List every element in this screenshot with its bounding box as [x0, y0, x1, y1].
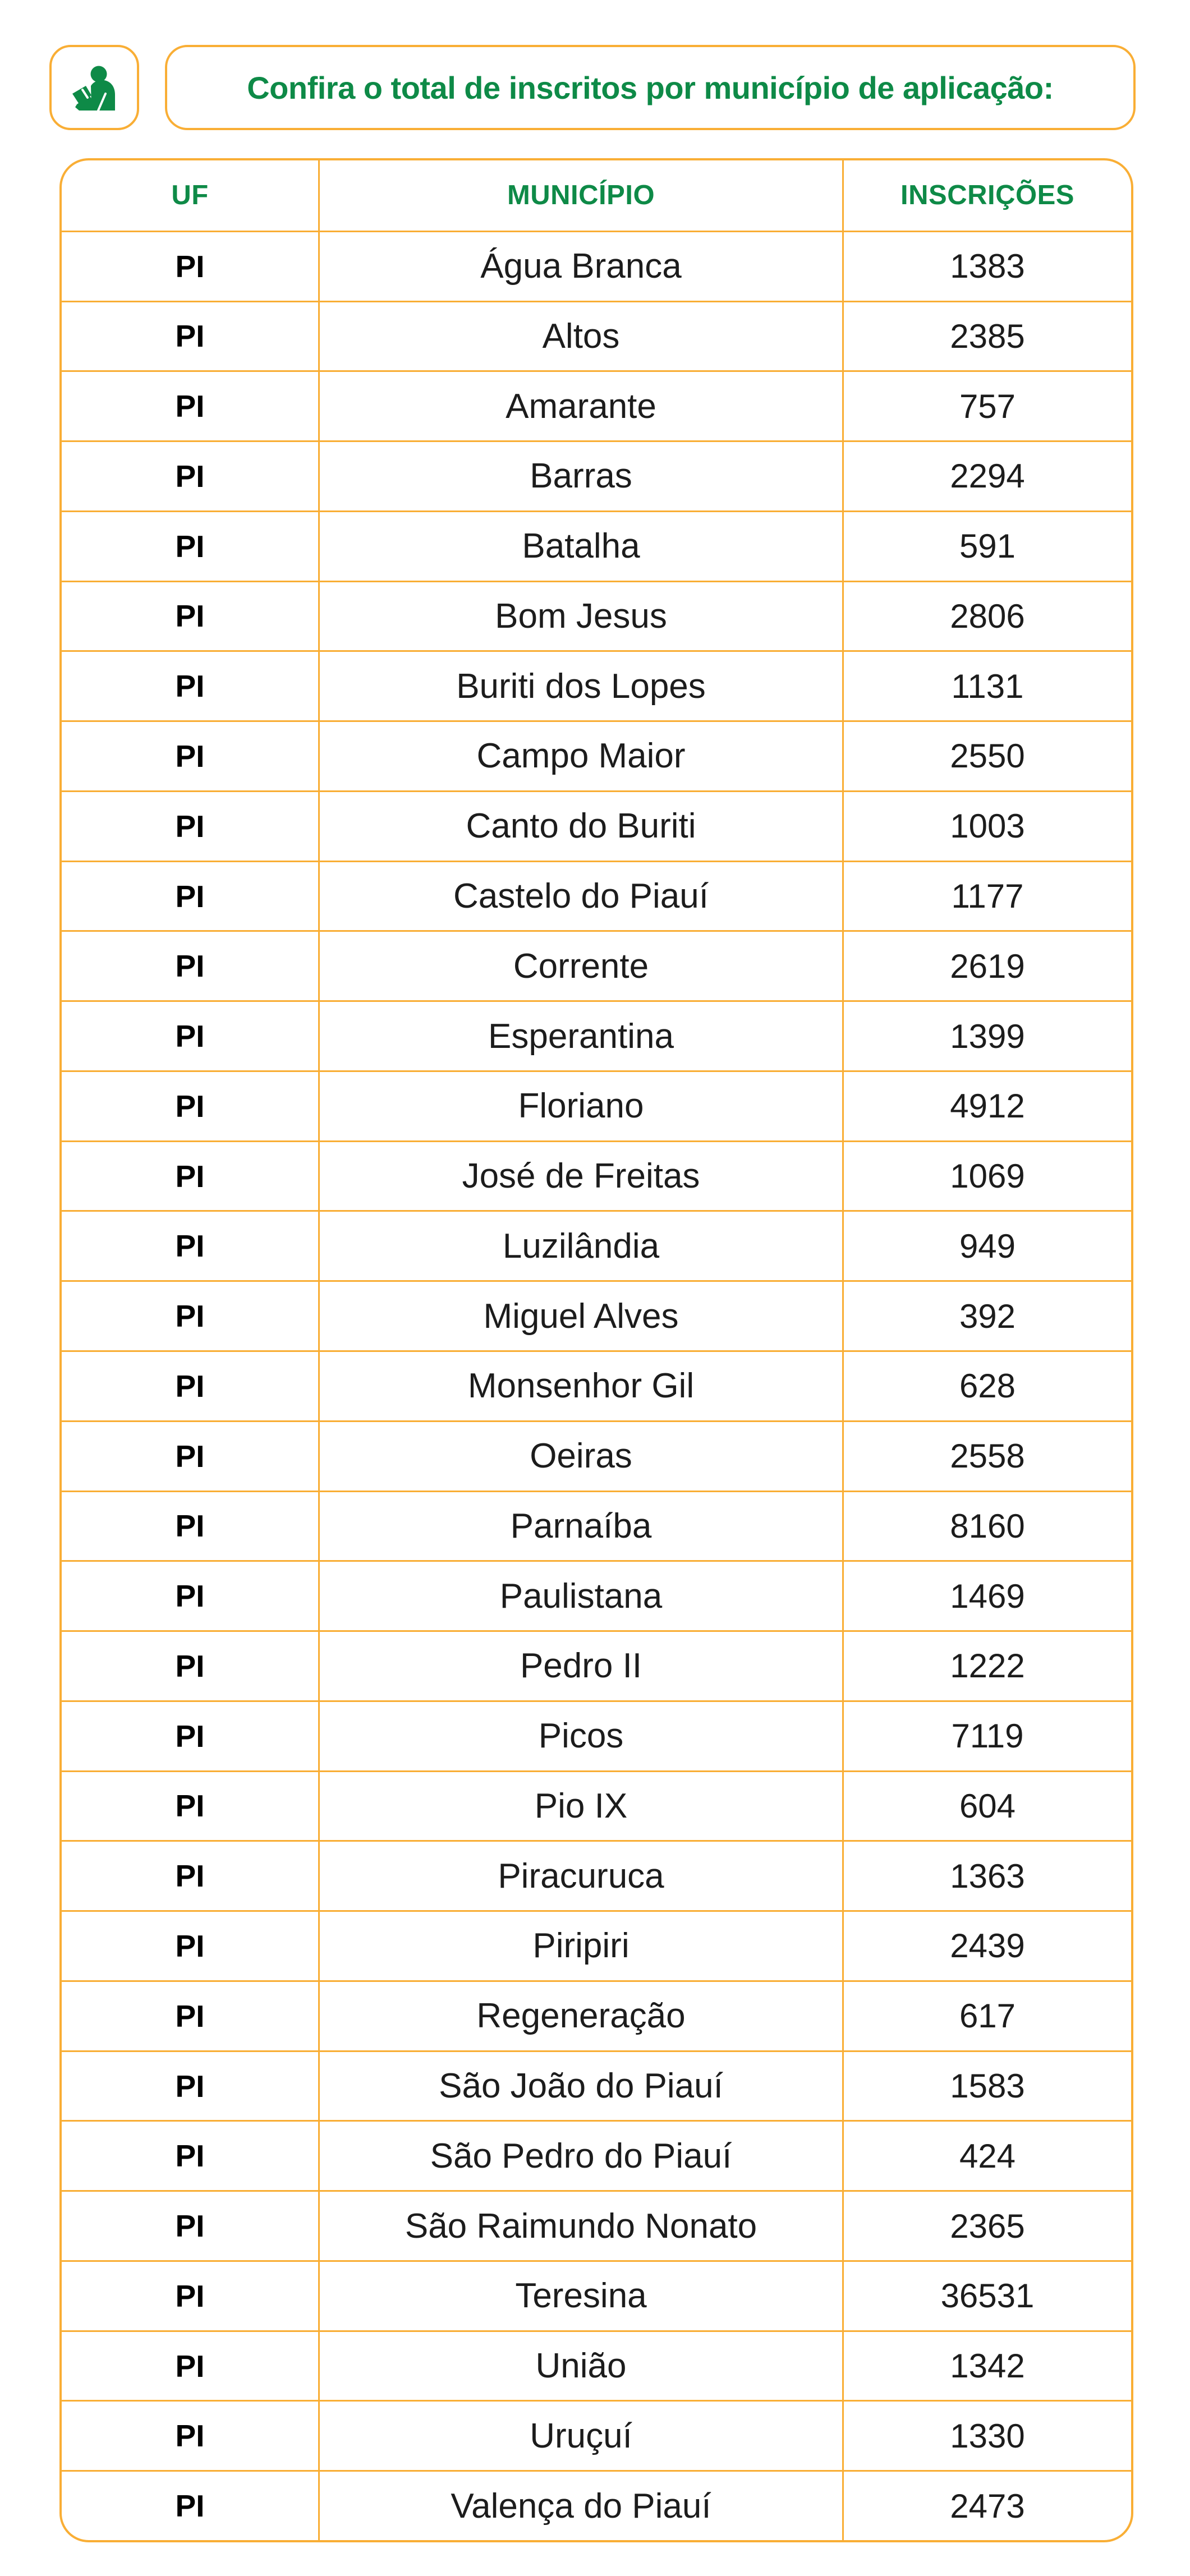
- column-header-municipio: MUNICÍPIO: [318, 160, 842, 231]
- cell-uf: PI: [175, 1928, 205, 1963]
- cell-inscricoes: 1330: [842, 2402, 1131, 2470]
- cell-inscricoes: 1177: [842, 862, 1131, 931]
- table-row: [62, 301, 1131, 371]
- cell-municipio: Floriano: [318, 1072, 842, 1140]
- cell-municipio: Teresina: [318, 2262, 842, 2330]
- cell-inscricoes: 604: [842, 1772, 1131, 1841]
- cell-municipio: Castelo do Piauí: [318, 862, 842, 931]
- table-row: [62, 720, 1131, 790]
- cell-uf: PI: [175, 249, 205, 284]
- cell-municipio: Corrente: [318, 932, 842, 1000]
- cell-inscricoes: 424: [842, 2122, 1131, 2190]
- table-row: [62, 1840, 1131, 1910]
- table-row: [62, 1910, 1131, 1980]
- cell-municipio: Miguel Alves: [318, 1282, 842, 1350]
- cell-municipio: Altos: [318, 302, 842, 371]
- cell-uf: PI: [175, 528, 205, 564]
- table-row: [62, 1560, 1131, 1630]
- cell-uf: PI: [175, 2418, 205, 2454]
- cell-uf: PI: [175, 2348, 205, 2384]
- cell-inscricoes: 628: [842, 1352, 1131, 1420]
- table-row: [62, 930, 1131, 1000]
- reader-icon-box: [49, 45, 139, 130]
- cell-uf: PI: [175, 389, 205, 424]
- table-row: [62, 2400, 1131, 2470]
- table-row: [62, 1350, 1131, 1420]
- cell-uf: PI: [175, 1998, 205, 2034]
- cell-uf: PI: [175, 1718, 205, 1754]
- cell-uf: PI: [175, 319, 205, 354]
- cell-inscricoes: 4912: [842, 1072, 1131, 1140]
- cell-inscricoes: 1003: [842, 792, 1131, 861]
- table-row: [62, 861, 1131, 931]
- cell-inscricoes: 2550: [842, 722, 1131, 790]
- cell-municipio: Uruçuí: [318, 2402, 842, 2470]
- cell-municipio: Pio IX: [318, 1772, 842, 1841]
- table-row: [62, 1420, 1131, 1491]
- table-row: [62, 1491, 1131, 1561]
- cell-municipio: São Pedro do Piauí: [318, 2122, 842, 2190]
- cell-inscricoes: 7119: [842, 1702, 1131, 1770]
- cell-uf: PI: [175, 2488, 205, 2524]
- table-row: [62, 2120, 1131, 2190]
- cell-municipio: Canto do Buriti: [318, 792, 842, 861]
- cell-municipio: Paulistana: [318, 1562, 842, 1630]
- cell-inscricoes: 2806: [842, 582, 1131, 651]
- cell-uf: PI: [175, 1788, 205, 1824]
- title-box: [165, 45, 1136, 130]
- cell-municipio: Monsenhor Gil: [318, 1352, 842, 1420]
- table-row: [62, 1070, 1131, 1140]
- cell-municipio: Parnaíba: [318, 1492, 842, 1561]
- inscriptions-table: [59, 158, 1133, 2542]
- cell-uf: PI: [175, 1508, 205, 1544]
- cell-inscricoes: 1469: [842, 1562, 1131, 1630]
- cell-inscricoes: 2558: [842, 1422, 1131, 1491]
- cell-inscricoes: 2385: [842, 302, 1131, 371]
- cell-municipio: Barras: [318, 442, 842, 510]
- cell-municipio: José de Freitas: [318, 1142, 842, 1211]
- table-row: [62, 790, 1131, 861]
- cell-municipio: Amarante: [318, 372, 842, 440]
- cell-inscricoes: 617: [842, 1982, 1131, 2050]
- table-row: [62, 231, 1131, 301]
- cell-municipio: Buriti dos Lopes: [318, 652, 842, 720]
- cell-municipio: Picos: [318, 1702, 842, 1770]
- table-row: [62, 2260, 1131, 2330]
- cell-municipio: Oeiras: [318, 1422, 842, 1491]
- cell-inscricoes: 1383: [842, 232, 1131, 301]
- cell-municipio: São Raimundo Nonato: [318, 2192, 842, 2260]
- cell-inscricoes: 1069: [842, 1142, 1131, 1211]
- person-reading-icon: [65, 60, 123, 115]
- table-row: [62, 1210, 1131, 1280]
- page-title: Confira o total de inscritos por município de aplicação:: [247, 70, 1054, 105]
- table-row: [62, 510, 1131, 581]
- cell-uf: PI: [175, 1438, 205, 1474]
- cell-uf: PI: [175, 878, 205, 914]
- top-banner: [49, 45, 1136, 130]
- cell-uf: PI: [175, 2068, 205, 2104]
- cell-inscricoes: 1342: [842, 2332, 1131, 2400]
- cell-uf: PI: [175, 1019, 205, 1054]
- cell-inscricoes: 8160: [842, 1492, 1131, 1561]
- table-row: [62, 2330, 1131, 2400]
- cell-uf: PI: [175, 949, 205, 984]
- table-row: [62, 440, 1131, 510]
- table-row: [62, 1700, 1131, 1770]
- cell-municipio: Regeneração: [318, 1982, 842, 2050]
- cell-inscricoes: 1399: [842, 1002, 1131, 1070]
- cell-uf: PI: [175, 1648, 205, 1683]
- cell-municipio: Valença do Piauí: [318, 2472, 842, 2540]
- cell-municipio: Pedro II: [318, 1632, 842, 1700]
- cell-inscricoes: 2294: [842, 442, 1131, 510]
- cell-municipio: Piripiri: [318, 1912, 842, 1980]
- cell-uf: PI: [175, 599, 205, 634]
- table-row: [62, 1770, 1131, 1841]
- cell-municipio: Piracuruca: [318, 1842, 842, 1910]
- table-row: [62, 1000, 1131, 1070]
- cell-uf: PI: [175, 669, 205, 704]
- cell-uf: PI: [175, 1158, 205, 1194]
- cell-uf: PI: [175, 738, 205, 774]
- cell-inscricoes: 1583: [842, 2052, 1131, 2120]
- cell-inscricoes: 2365: [842, 2192, 1131, 2260]
- column-header-uf: UF: [171, 180, 209, 211]
- cell-inscricoes: 1131: [842, 652, 1131, 720]
- table-row: [62, 2190, 1131, 2260]
- table-row: [62, 2050, 1131, 2120]
- cell-inscricoes: 392: [842, 1282, 1131, 1350]
- cell-inscricoes: 2439: [842, 1912, 1131, 1980]
- cell-municipio: São João do Piauí: [318, 2052, 842, 2120]
- table-row: [62, 1980, 1131, 2050]
- cell-uf: PI: [175, 1229, 205, 1264]
- cell-inscricoes: 591: [842, 512, 1131, 581]
- cell-inscricoes: 2619: [842, 932, 1131, 1000]
- table-row: [62, 581, 1131, 651]
- table-row: [62, 650, 1131, 720]
- cell-inscricoes: 1222: [842, 1632, 1131, 1700]
- table-row: [62, 1280, 1131, 1350]
- cell-municipio: Batalha: [318, 512, 842, 581]
- cell-uf: PI: [175, 2138, 205, 2174]
- cell-inscricoes: 757: [842, 372, 1131, 440]
- cell-inscricoes: 2473: [842, 2472, 1131, 2540]
- cell-municipio: Esperantina: [318, 1002, 842, 1070]
- cell-uf: PI: [175, 1579, 205, 1614]
- table-header-row: [62, 160, 1131, 231]
- cell-inscricoes: 36531: [842, 2262, 1131, 2330]
- column-header-inscricoes: INSCRIÇÕES: [842, 160, 1131, 231]
- cell-uf: PI: [175, 2278, 205, 2313]
- cell-uf: PI: [175, 2209, 205, 2244]
- cell-uf: PI: [175, 1859, 205, 1894]
- table-row: [62, 1630, 1131, 1700]
- cell-uf: PI: [175, 808, 205, 844]
- cell-municipio: Bom Jesus: [318, 582, 842, 651]
- cell-inscricoes: 1363: [842, 1842, 1131, 1910]
- cell-inscricoes: 949: [842, 1212, 1131, 1280]
- cell-municipio: Luzilândia: [318, 1212, 842, 1280]
- cell-municipio: Água Branca: [318, 232, 842, 301]
- table-row: [62, 1140, 1131, 1211]
- cell-uf: PI: [175, 458, 205, 494]
- cell-uf: PI: [175, 1368, 205, 1404]
- cell-municipio: União: [318, 2332, 842, 2400]
- cell-uf: PI: [175, 1299, 205, 1334]
- cell-uf: PI: [175, 1088, 205, 1124]
- table-row: [62, 370, 1131, 440]
- cell-municipio: Campo Maior: [318, 722, 842, 790]
- table-row: [62, 2470, 1131, 2540]
